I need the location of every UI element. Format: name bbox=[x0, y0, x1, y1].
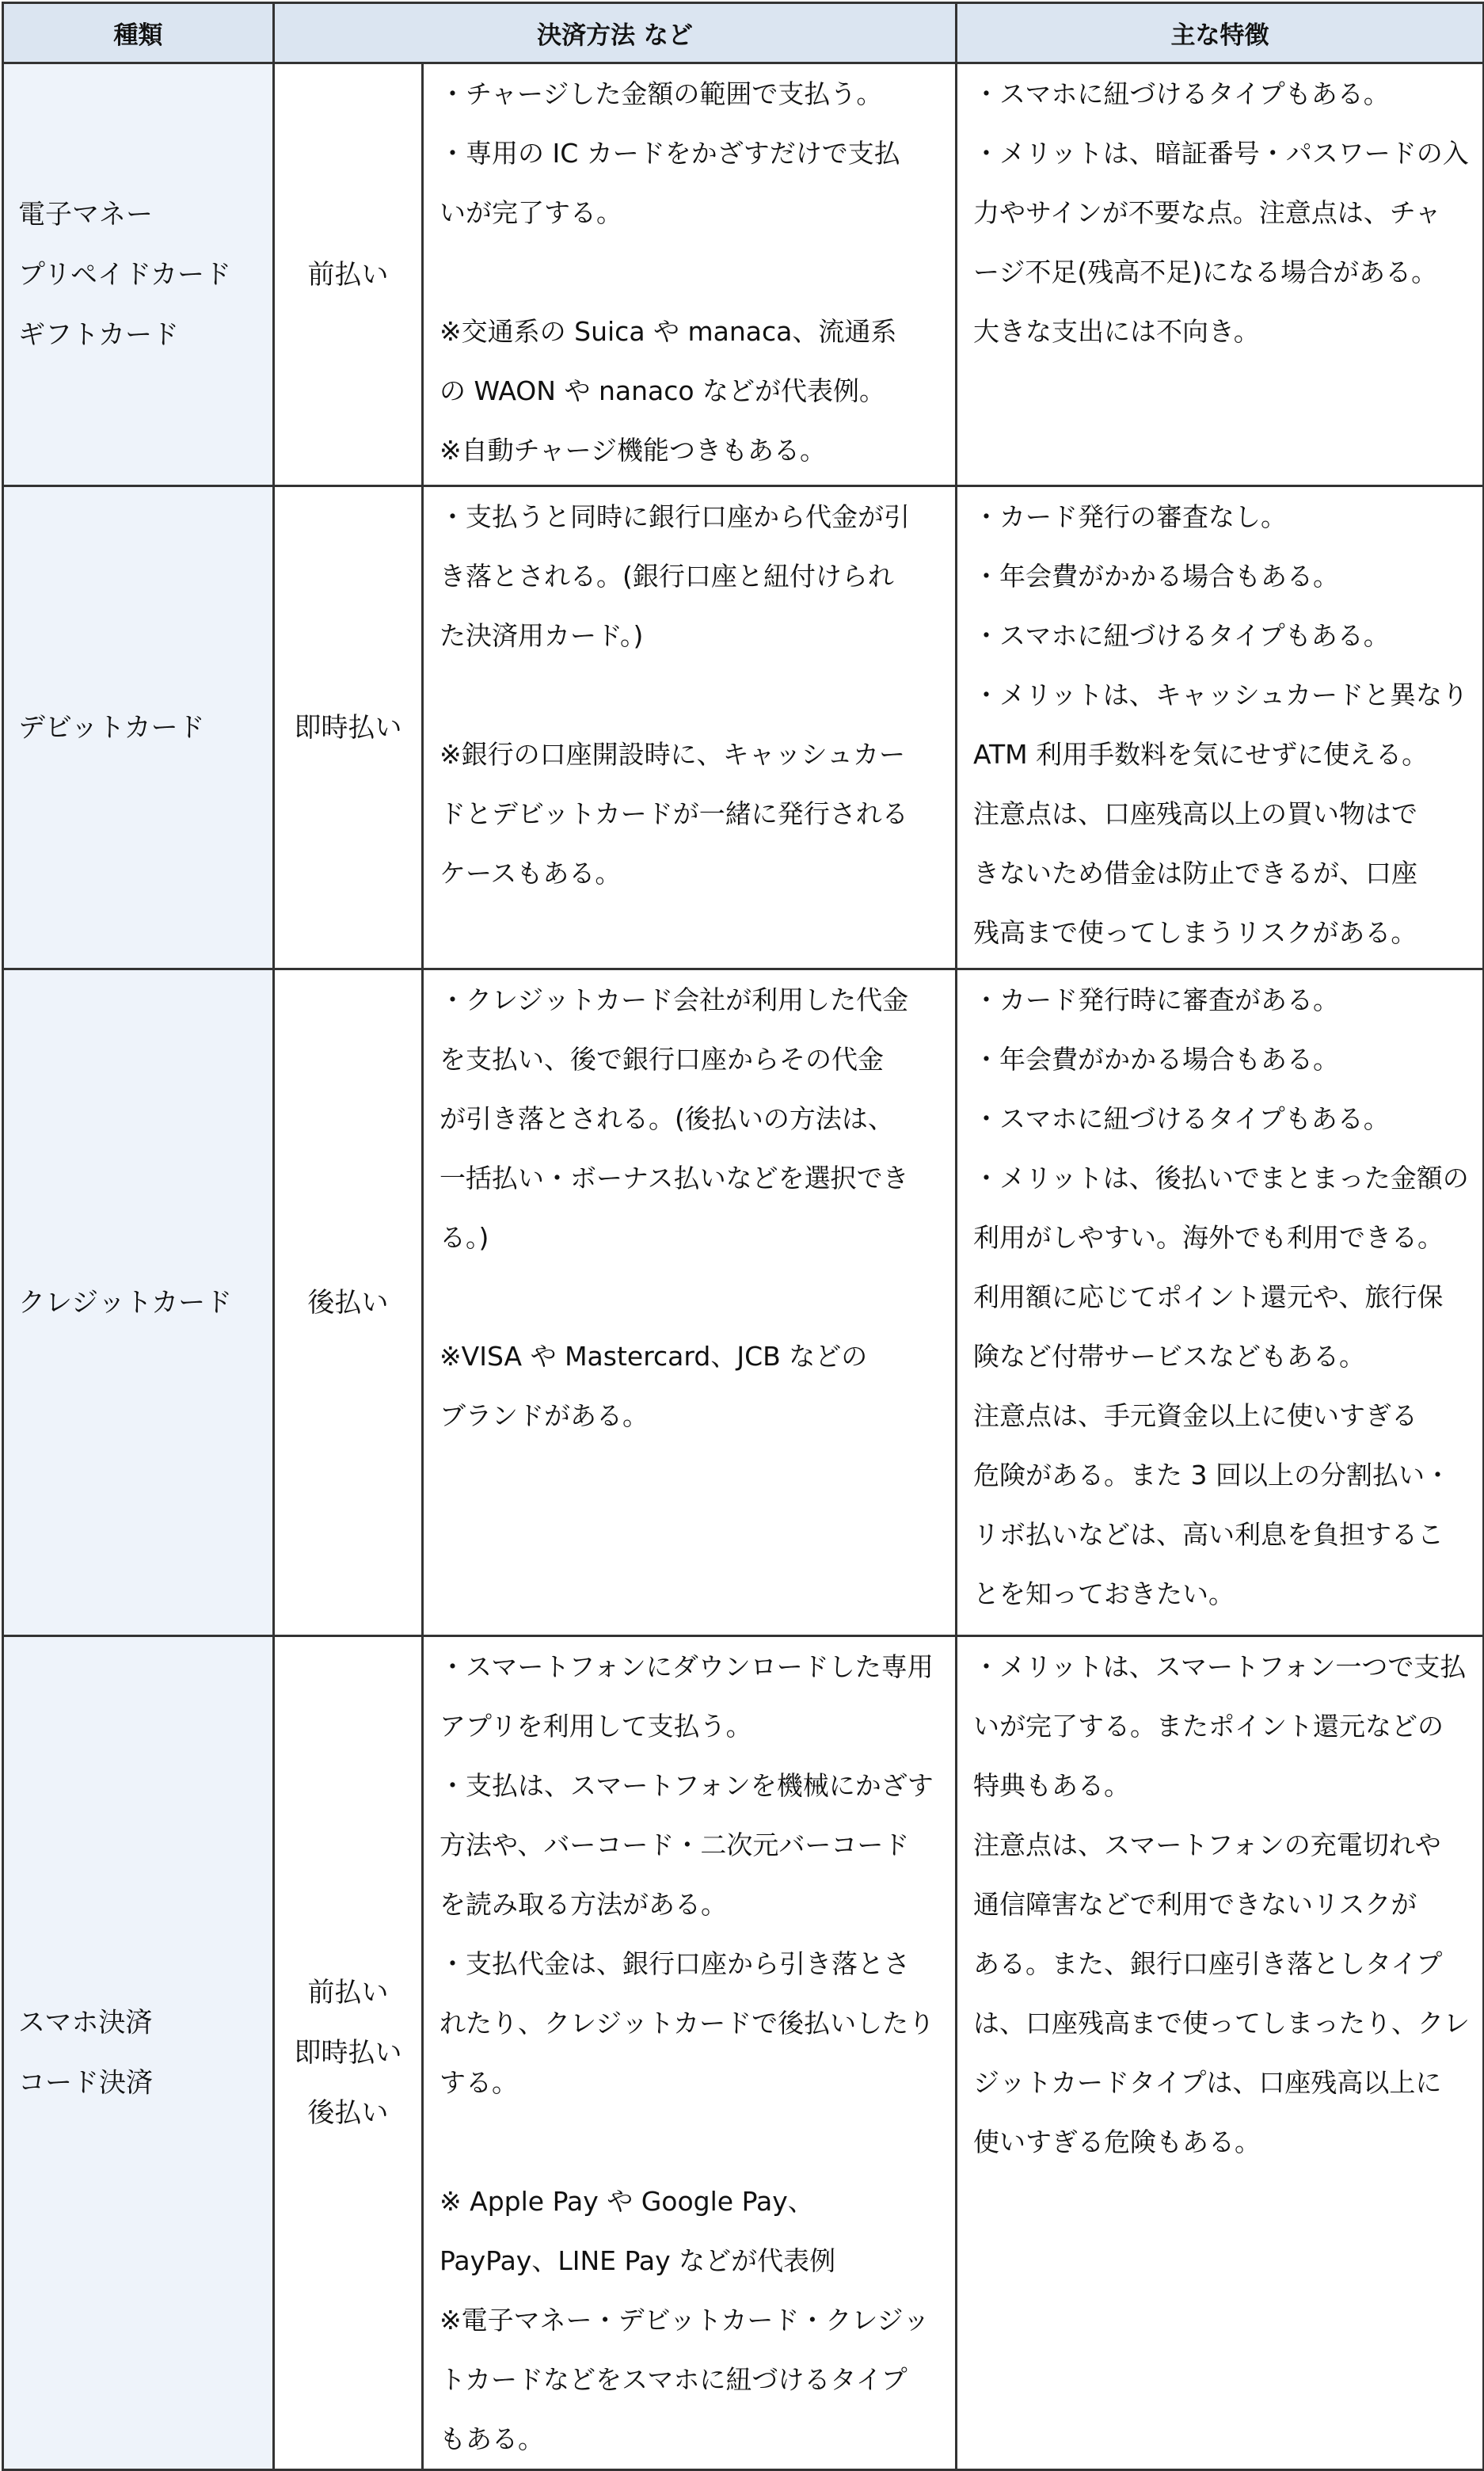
method-line: ・専用の IC カードをかざすだけで支払 bbox=[439, 138, 900, 169]
type-cell bbox=[3, 63, 274, 486]
method-line: ブランドがある。 bbox=[439, 1400, 649, 1431]
features-line: ・カード発行の審査なし。 bbox=[973, 501, 1288, 532]
features-line: 通信障害などで利用できないリスクが bbox=[973, 1889, 1417, 1920]
method-cell bbox=[423, 486, 957, 969]
method-line: ※電子マネー・デビットカード・クレジッ bbox=[439, 2305, 930, 2336]
features-line: 危険がある。また 3 回以上の分割払い・ bbox=[973, 1460, 1451, 1491]
method-line: き落とされる。(銀行口座と紐付けられ bbox=[439, 561, 894, 592]
features-cell bbox=[957, 63, 1484, 486]
features-line: ・スマホに紐づけるタイプもある。 bbox=[973, 78, 1390, 109]
features-line: ・メリットは、後払いでまとまった金額の bbox=[973, 1163, 1469, 1194]
timing-cell bbox=[274, 486, 423, 969]
features-line: 利用額に応じてポイント還元や、旅行保 bbox=[973, 1281, 1444, 1312]
features-line: 特典もある。 bbox=[973, 1770, 1131, 1801]
type-line: 電子マネー bbox=[18, 198, 153, 230]
timing-cell bbox=[274, 969, 423, 1636]
spacer bbox=[439, 242, 944, 302]
type-cell bbox=[3, 486, 274, 969]
method-cell bbox=[423, 969, 957, 1636]
features-line: ・スマホに紐づけるタイプもある。 bbox=[973, 1103, 1390, 1134]
features-line: 大きな支出には不向き。 bbox=[973, 316, 1260, 347]
features-cell bbox=[957, 1636, 1484, 2470]
type-line: ギフトカード bbox=[18, 318, 179, 351]
method-line: アプリを利用して支払う。 bbox=[439, 1711, 752, 1742]
timing-cell bbox=[274, 63, 423, 486]
type-cell bbox=[3, 969, 274, 1636]
method-line: ・支払は、スマートフォンを機械にかざす bbox=[439, 1770, 934, 1801]
type-cell bbox=[3, 1636, 274, 2470]
method-line: を支払い、後で銀行口座からその代金 bbox=[439, 1044, 884, 1075]
features-line: 使いすぎる危険もある。 bbox=[973, 2126, 1261, 2157]
table-row bbox=[3, 486, 1484, 969]
method-line: た決済用カード。) bbox=[439, 620, 644, 651]
header-features: 主な特徴 bbox=[957, 3, 1484, 63]
spacer bbox=[439, 2112, 944, 2172]
method-line: 一括払い・ボーナス払いなどを選択でき bbox=[439, 1163, 909, 1194]
features-line: ・スマホに紐づけるタイプもある。 bbox=[973, 620, 1390, 651]
timing-cell bbox=[274, 1636, 423, 2470]
header-row bbox=[3, 3, 1484, 63]
timing-line: 後払い bbox=[307, 1286, 389, 1319]
features-line: リボ払いなどは、高い利息を負担するこ bbox=[973, 1519, 1444, 1550]
features-cell bbox=[957, 486, 1484, 969]
type-line: クレジットカード bbox=[18, 1286, 233, 1319]
table-row bbox=[3, 1636, 1484, 2470]
features-cell bbox=[957, 969, 1484, 1636]
method-line: を読み取る方法がある。 bbox=[439, 1889, 727, 1920]
method-line: PayPay、LINE Pay などが代表例 bbox=[439, 2245, 836, 2276]
method-line: ・支払代金は、銀行口座から引き落とさ bbox=[439, 1948, 910, 1979]
method-line: ※銀行の口座開設時に、キャッシュカー bbox=[439, 739, 905, 770]
features-line: 力やサインが不要な点。注意点は、チャ bbox=[973, 197, 1441, 228]
type-line: スマホ決済 bbox=[18, 2007, 153, 2039]
method-line: ケースもある。 bbox=[439, 858, 622, 889]
method-line: 方法や、バーコード・二次元バーコード bbox=[439, 1829, 910, 1860]
type-line: プリペイドカード bbox=[18, 258, 231, 291]
method-line: トカードなどをスマホに紐づけるタイプ bbox=[439, 2364, 908, 2395]
features-line: ・メリットは、スマートフォン一つで支払 bbox=[973, 1651, 1467, 1682]
features-line: いが完了する。またポイント還元などの bbox=[973, 1711, 1444, 1742]
header-type: 種類 bbox=[3, 3, 274, 63]
method-line: ・チャージした金額の範囲で支払う。 bbox=[439, 78, 883, 109]
method-line: ※交通系の Suica や manaca、流通系 bbox=[439, 316, 897, 347]
features-line: 残高まで使ってしまうリスクがある。 bbox=[973, 917, 1417, 948]
features-line: 注意点は、手元資金以上に使いすぎる bbox=[973, 1400, 1418, 1431]
method-line: いが完了する。 bbox=[439, 197, 622, 228]
timing-line: 即時払い bbox=[294, 711, 402, 744]
timing-line: 即時払い bbox=[294, 2037, 402, 2069]
features-line: ジットカードタイプは、口座残高以上に bbox=[973, 2067, 1442, 2098]
method-line: ・クレジットカード会社が利用した代金 bbox=[439, 984, 909, 1015]
features-line: とを知っておきたい。 bbox=[973, 1578, 1235, 1609]
features-line: きないため借金は防止できるが、口座 bbox=[973, 858, 1418, 889]
features-line: ある。また、銀行口座引き落としタイプ bbox=[973, 1948, 1443, 1979]
table-row bbox=[3, 63, 1484, 486]
spacer bbox=[439, 665, 944, 725]
features-line: は、口座残高まで使ってしまったり、クレ bbox=[973, 2008, 1471, 2039]
type-line: コード決済 bbox=[18, 2067, 153, 2099]
method-line: もある。 bbox=[439, 2423, 544, 2454]
timing-line: 前払い bbox=[307, 1977, 389, 2008]
features-line: ・年会費がかかる場合もある。 bbox=[973, 561, 1340, 592]
features-line: 注意点は、スマートフォンの充電切れや bbox=[973, 1829, 1441, 1860]
features-line: 険など付帯サービスなどもある。 bbox=[973, 1341, 1366, 1372]
method-cell bbox=[423, 63, 957, 486]
method-line: ※ Apple Pay や Google Pay、 bbox=[439, 2186, 814, 2217]
method-cell bbox=[423, 1636, 957, 2470]
type-line: デビットカード bbox=[18, 711, 205, 744]
payment-methods-table bbox=[2, 2, 1484, 2471]
method-line: ドとデビットカードが一緒に発行される bbox=[439, 798, 908, 829]
method-line: ・支払うと同時に銀行口座から代金が引 bbox=[439, 501, 910, 532]
method-line: の WAON や nanaco などが代表例。 bbox=[439, 375, 886, 406]
features-line: ATM 利用手数料を気にせずに使える。 bbox=[973, 739, 1429, 770]
features-line: 注意点は、口座残高以上の買い物はで bbox=[973, 798, 1418, 829]
method-line: ・スマートフォンにダウンロードした専用 bbox=[439, 1651, 934, 1682]
features-line: ・メリットは、暗証番号・パスワードの入 bbox=[973, 138, 1469, 169]
features-line: ・メリットは、キャッシュカードと異なり bbox=[973, 680, 1469, 710]
method-line: れたり、クレジットカードで後払いしたり bbox=[439, 2008, 935, 2039]
table-row bbox=[3, 969, 1484, 1636]
header-method: 決済方法 など bbox=[274, 3, 957, 63]
method-line: る。) bbox=[439, 1222, 489, 1253]
spacer bbox=[439, 1267, 944, 1327]
method-line: ※自動チャージ機能つきもある。 bbox=[439, 435, 827, 466]
timing-line: 後払い bbox=[307, 2097, 389, 2129]
timing-line: 前払い bbox=[307, 258, 389, 291]
features-line: 利用がしやすい。海外でも利用できる。 bbox=[973, 1222, 1444, 1253]
method-line: が引き落とされる。(後払いの方法は、 bbox=[439, 1103, 894, 1134]
method-line: する。 bbox=[439, 2067, 518, 2098]
features-line: ・カード発行時に審査がある。 bbox=[973, 984, 1340, 1015]
features-line: ージ不足(残高不足)になる場合がある。 bbox=[973, 257, 1438, 287]
method-line: ※VISA や Mastercard、JCB などの bbox=[439, 1341, 868, 1372]
features-line: ・年会費がかかる場合もある。 bbox=[973, 1044, 1340, 1075]
